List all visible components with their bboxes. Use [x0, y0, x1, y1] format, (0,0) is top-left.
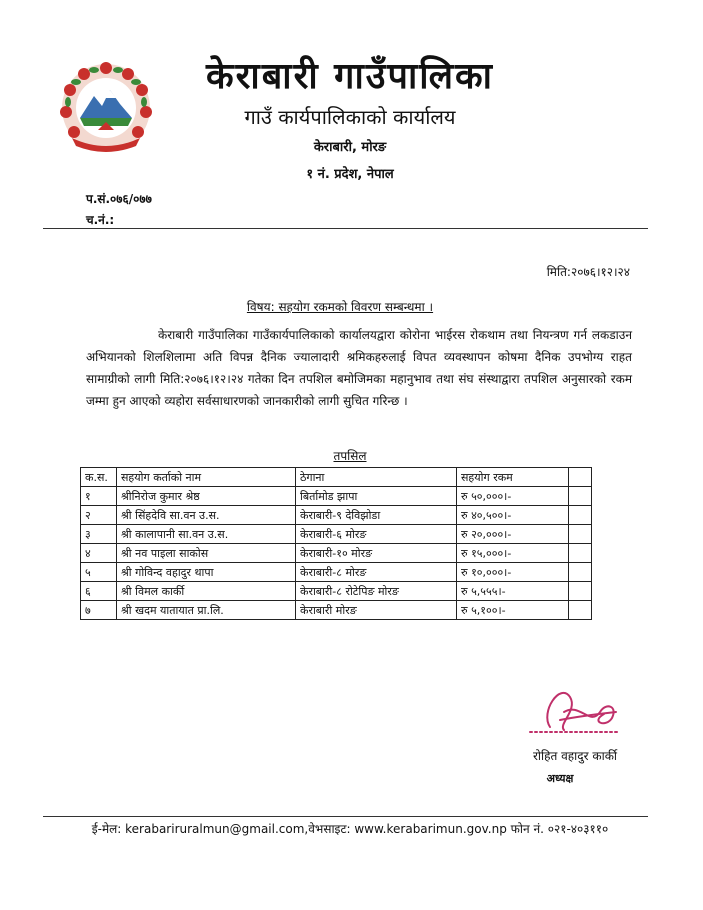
office-title: केराबारी गाउँपालिका — [206, 56, 494, 97]
cell-address: बिर्तामोड झापा — [296, 487, 457, 506]
table-row — [81, 506, 592, 525]
letter-body: केराबारी गाउँपालिका गाउँकार्यपालिकाको कार्यालयद्वारा कोरोना भाईरस रोकथाम तथा नियन्त्रण गर्न लकडाउन अभियानको शिलशिलामा अति विपन्न दैनिक ज्यालादारी श्रमिकहरुलाई विपत व्यवस्थापन कोषमा दैनिक उपभोग्य राहत सामाग्रीको लागी मिति:२०७६।१२।२४ गतेका दिन तपशिल बमोजिमका महानुभाव तथा संघ संस्थाद्वारा तपशिल अनुसारको रकम जम्मा हुन आएको व्यहोरा सर्वसाधारणको जानकारीको लागी सुचित गरिन्छ । — [86, 328, 632, 408]
cell-extra — [569, 563, 592, 582]
table-row — [81, 601, 592, 620]
cell-extra — [569, 544, 592, 563]
nepal-emblem-icon — [58, 60, 154, 156]
cell-address: केराबारी मोरङ — [296, 601, 457, 620]
cell-extra — [569, 506, 592, 525]
cell-donor-name: श्री विमल कार्की — [117, 582, 296, 601]
header-serial: क.स. — [81, 468, 117, 487]
footer-contact: ई-मेल: kerabariruralmun@gmail.com,वेभसाइट: www.kerabarimun.gov.np फोन नं. ०२१-४०३११० — [91, 822, 609, 836]
cell-serial: २ — [81, 506, 117, 525]
cell-extra — [569, 601, 592, 620]
cell-extra — [569, 525, 592, 544]
table-title: तपसिल — [333, 449, 367, 463]
cell-address: केराबारी-८ रोटेपिङ मोरङ — [296, 582, 457, 601]
office-location: केराबारी, मोरङ — [313, 140, 387, 155]
table-row — [81, 525, 592, 544]
header-address: ठेगाना — [296, 468, 457, 487]
table-row — [81, 487, 592, 506]
reference-number: प.सं.०७६/०७७ — [86, 192, 152, 206]
office-subtitle: गाउँ कार्यपालिकाको कार्यालय — [244, 105, 456, 129]
cell-amount: रु १०,०००।- — [457, 563, 569, 582]
cell-amount: रु ५,१००।- — [457, 601, 569, 620]
donor-table — [80, 467, 592, 620]
dispatch-number: च.नं.: — [86, 213, 115, 227]
header-divider — [43, 228, 648, 229]
cell-donor-name: श्रीनिरोज कुमार श्रेष्ठ — [117, 487, 296, 506]
signer-title: अध्यक्ष — [546, 772, 574, 785]
letter-date: मिति:२०७६।१२।२४ — [546, 265, 630, 279]
cell-serial: ६ — [81, 582, 117, 601]
footer-divider — [43, 816, 648, 817]
cell-serial: ४ — [81, 544, 117, 563]
letter-subject: विषय: सहयोग रकमको विवरण सम्बन्धमा । — [246, 300, 434, 314]
cell-donor-name: श्री नव पाइला साकोस — [117, 544, 296, 563]
cell-address: केराबारी-१० मोरङ — [296, 544, 457, 563]
cell-extra — [569, 487, 592, 506]
header-extra — [569, 468, 592, 487]
header-amount: सहयोग रकम — [457, 468, 569, 487]
signature — [520, 672, 640, 742]
cell-serial: ७ — [81, 601, 117, 620]
cell-donor-name: श्री गोविन्द वहादुर थापा — [117, 563, 296, 582]
cell-amount: रु १५,०००।- — [457, 544, 569, 563]
cell-amount: रु ५,५५५।- — [457, 582, 569, 601]
cell-amount: रु ५०,०००।- — [457, 487, 569, 506]
signer-name: रोहित वहादुर कार्की — [532, 749, 618, 763]
office-province: १ नं. प्रदेश, नेपाल — [306, 167, 394, 182]
cell-donor-name: श्री खदम यातायात प्रा.लि. — [117, 601, 296, 620]
cell-address: केराबारी-९ देविझोडा — [296, 506, 457, 525]
cell-amount: रु २०,०००।- — [457, 525, 569, 544]
table-row — [81, 544, 592, 563]
cell-address: केराबारी-८ मोरङ — [296, 563, 457, 582]
cell-serial: १ — [81, 487, 117, 506]
cell-serial: ५ — [81, 563, 117, 582]
cell-donor-name: श्री कालापानी सा.वन उ.स. — [117, 525, 296, 544]
cell-donor-name: श्री सिंहदेवि सा.वन उ.स. — [117, 506, 296, 525]
cell-extra — [569, 582, 592, 601]
header-donor-name: सहयोग कर्ताको नाम — [117, 468, 296, 487]
cell-serial: ३ — [81, 525, 117, 544]
table-row — [81, 582, 592, 601]
table-row — [81, 563, 592, 582]
cell-amount: रु ४०,५००।- — [457, 506, 569, 525]
table-header-row — [81, 468, 592, 487]
cell-address: केराबारी-६ मोरङ — [296, 525, 457, 544]
